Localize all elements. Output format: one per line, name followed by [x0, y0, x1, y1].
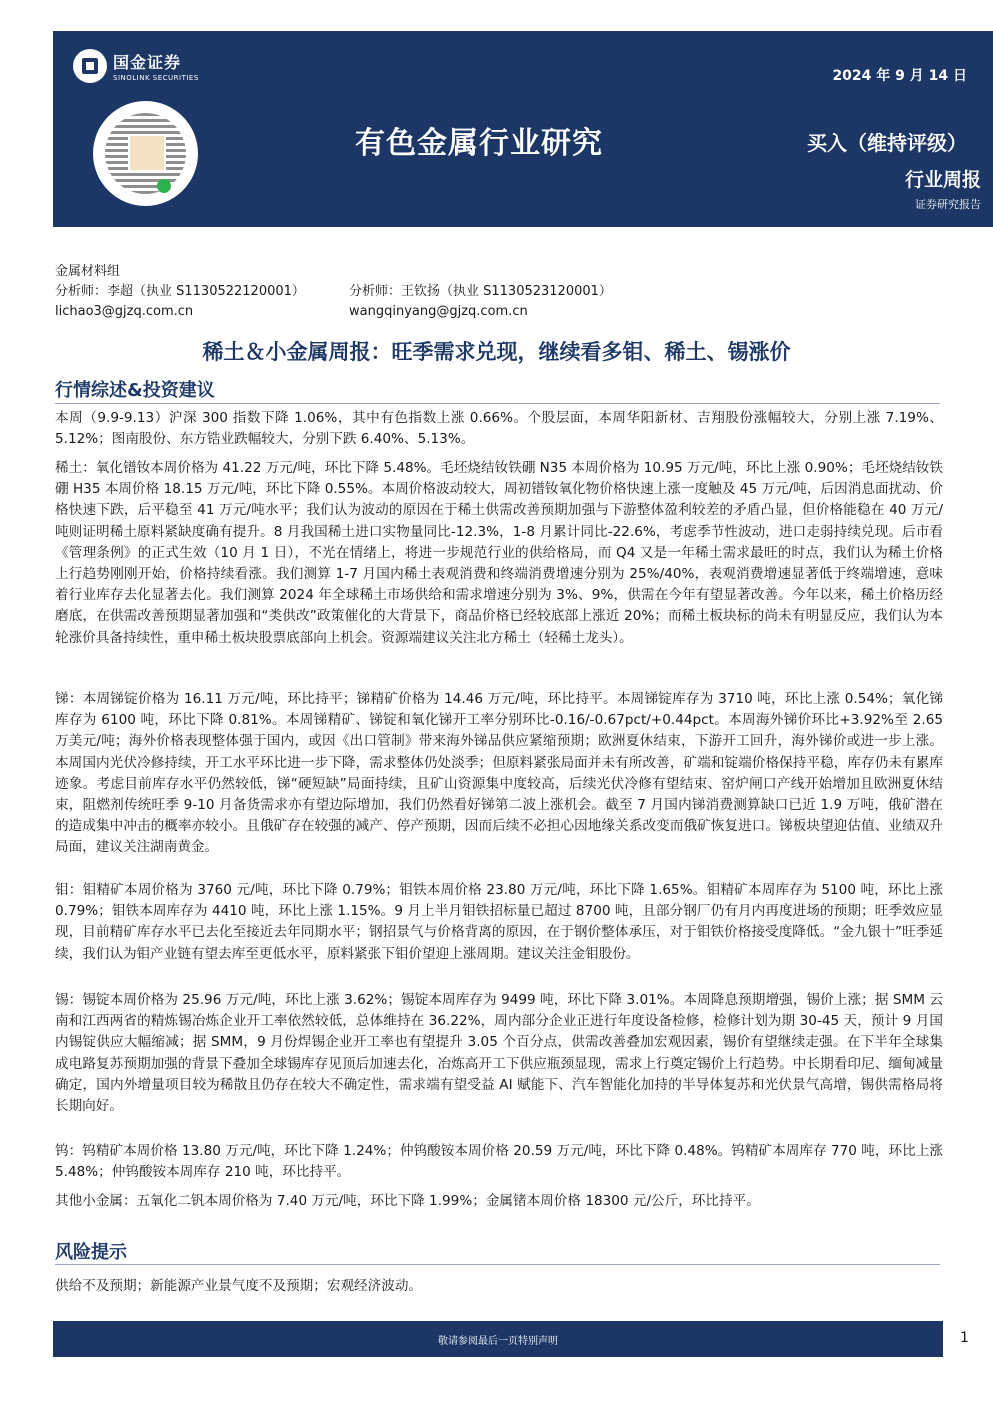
report-category: 证券研究报告 [915, 198, 981, 211]
rating-badge: 买入（维持评级） [807, 131, 967, 155]
footer-bar [53, 1321, 943, 1357]
analyst-2: 分析师：王钦扬（执业 S1130523120001） [349, 284, 612, 299]
company-logo [73, 49, 199, 83]
analyst-1-email[interactable]: lichao3@gjzq.com.cn [55, 304, 194, 319]
analyst-block [55, 262, 612, 322]
brand-name-cn: 国金证券 [113, 53, 182, 72]
section-divider [55, 403, 940, 404]
qr-code-icon [93, 101, 198, 206]
report-title: 有色金属行业研究 [355, 126, 603, 161]
mini-program-icon [157, 179, 171, 193]
analyst-1: 分析师：李超（执业 S1130522120001） [55, 284, 305, 299]
section-divider [55, 1264, 940, 1265]
paragraph-other-metals: 其他小金属：五氧化二钒本周价格为 7.40 万元/吨，环比下降 1.99%；金属锗本周价格 18300 元/公斤，环比持平。 [55, 1193, 760, 1209]
report-date: 2024 年 9 月 14 日 [832, 68, 967, 84]
paragraph-risk: 供给不及预期；新能源产业景气度不及预期；宏观经济波动。 [55, 1278, 423, 1294]
paragraph-tin: 锡：锡锭本周价格为 25.96 万元/吨，环比上涨 3.62%；锡锭本周库存为 9499 吨，环比下降 3.01%。本周降息预期增强，锡价上涨；据 SMM 云南和江西两省的精炼锡冶炼企业开工率依然较低，总体维持在 36.22%，周内部分企业正进行年度设备检修，检修计划为期 30-45 天，预计 9 月国内锡锭供应大幅缩减；据 SMM，9 月份焊锡企业开工率也有望提升 3.05 个百分点，供需改善叠加宏观因素，锡价有望继续走强。在下半年全球集成电路复苏预期加强的背景下叠加全球锡库存见顶后加速去化，冶炼高开工下供应瓶颈显现，需求上行奠定锡价上行趋势。中长期看印尼、缅甸减量确定，国内外增量项目较为稀散且仍存在较大不确定性，需求端有望受益 AI 赋能下、汽车智能化加持的半导体复苏和光伏景气高增，锡供需格局将长期向好。 [55, 992, 943, 1115]
paragraph-antimony: 锑：本周锑锭价格为 16.11 万元/吨，环比持平；锑精矿价格为 14.46 万元/吨，环比持平。本周锑锭库存为 3710 吨，环比上涨 0.54%；氧化锑库存为 6100 吨，环比下降 0.81%。本周锑精矿、锑锭和氧化锑开工率分别环比-0.16/-0.67pct/+0.44pct。本周海外锑价环比+3.92%至 2.65 万美元/吨；海外价格表现整体强于国内，或因《出口管制》带来海外锑品供应紧缩预期；欧洲夏休结束，下游开工回升，海外锑价或进一步上涨。本周国内光伏冷修持续，开工水平环比进一步下降，需求整体仍处淡季；但原料紧张局面并未有所改善，矿端和锭端价格保持平稳，库存仍未有累库迹象。考虑目前库存水平仍然较低，锑“硬短缺”局面持续，且矿山资源集中度较高，后续光伏冷修有望结束、窑炉闸口产线开始增加且欧洲夏休结束，阻燃剂传统旺季 9-10 月备货需求亦有望边际增加，我们仍然看好锑第二波上涨机会。截至 7 月国内锑消费测算缺口已近 1.9 万吨，俄矿潜在的造成集中冲击的概率亦较小。且俄矿存在较强的减产、停产预期，因而后续不必担心因地缘关系改变而俄矿恢复进口。锑板块望迎估值、业绩双升局面，建议关注湖南黄金。 [55, 691, 943, 856]
section-heading-overview: 行情综述&投资建议 [55, 380, 215, 401]
paragraph-tungsten: 钨：钨精矿本周价格 13.80 万元/吨，环比下降 1.24%；仲钨酸铵本周价格 20.59 万元/吨，环比下降 0.48%。钨精矿本周库存 770 吨，环比上涨 5.48%；仲钨酸铵本周库存 210 吨，环比持平。 [55, 1143, 943, 1181]
analyst-2-email[interactable]: wangqinyang@gjzq.com.cn [349, 304, 528, 319]
brand-name-en: SINOLINK SECURITIES [113, 74, 199, 82]
paragraph-molybdenum: 钼：钼精矿本周价格为 3760 元/吨，环比下降 0.79%；钼铁本周价格 23.80 万元/吨，环比下降 1.65%。钼精矿本周库存为 5100 吨，环比上涨 0.79%；钼铁本周库存为 4410 吨，环比上涨 1.15%。9 月上半月钼铁招标量已超过 8700 吨，且部分钢厂仍有月内再度进场的预期；旺季效应显现，目前精矿库存水平已去化至接近去年同期水平；钢招景气与价格背离的原因，在于钢价整体承压，对于钼铁价格接受度降低。“金九银十”旺季延续，我们认为钼产业链有望去库至更低水平，原料紧张下钼价望迎上涨周期。建议关注金钼股份。 [55, 882, 943, 962]
section-heading-risk: 风险提示 [55, 1242, 127, 1263]
page-number: 1 [960, 1330, 969, 1346]
logo-mark-icon [73, 49, 107, 83]
footer-disclaimer: 敬请参阅最后一页特别声明 [438, 1336, 558, 1347]
analyst-group: 金属材料组 [55, 264, 121, 279]
main-title: 稀土＆小金属周报：旺季需求兑现，继续看多钼、稀土、锡涨价 [202, 340, 791, 364]
paragraph-rare-earth: 稀土：氧化镨钕本周价格为 41.22 万元/吨，环比下降 5.48%。毛坯烧结钕铁硼 N35 本周价格为 10.95 万元/吨，环比上涨 0.90%；毛坯烧结钕铁硼 H35 本周价格 18.15 万元/吨，环比下降 0.55%。本周价格波动较大，周初镨钕氧化物价格快速上涨一度触及 45 万元/吨，后因消息面扰动、价格快速下跌，后平稳至 41 万元/吨水平；我们认为波动的原因在于稀土供需改善预期加强与下游整体盈利较差的矛盾凸显，但价格能稳在 40 万元/吨则证明稀土原料紧缺度确有提升。8 月我国稀土进口实物量同比-12.3%，1-8 月累计同比-22.6%，考虑季节性波动，进口走弱持续兑现。后市看《管理条例》的正式生效（10 月 1 日），不光在情绪上，将进一步规范行业的供给格局，而 Q4 又是一年稀土需求最旺的时点，我们认为稀土价格上行趋势刚刚开始，价格持续看涨。我们测算 1-7 月国内稀土表观消费和终端消费增速分别为 25%/40%，表观消费增速显著低于终端增速，意味着行业库存去化显著去化。我们测算 2024 年全球稀土市场供给和需求增速分别为 3%、9%，供需在今年有望显著改善。今年以来，稀土价格历经磨底，在供需改善预期显著加强和“类供改”政策催化的大背景下，商品价格已经较底部上涨近 20%；而稀土板块标的尚未有明显反应，我们认为本轮涨价具备持续性，重申稀土板块股票底部向上机会。资源端建议关注北方稀土（轻稀土龙头）。 [55, 460, 943, 646]
paragraph-market: 本周（9.9-9.13）沪深 300 指数下降 1.06%，其中有色指数上涨 0.66%。个股层面，本周华阳新材、吉翔股份涨幅较大，分别上涨 7.19%、5.12%；图南股份、东方锆业跌幅较大，分别下跌 6.40%、5.13%。 [55, 410, 943, 448]
report-type: 行业周报 [904, 169, 981, 191]
header-banner [53, 31, 993, 227]
